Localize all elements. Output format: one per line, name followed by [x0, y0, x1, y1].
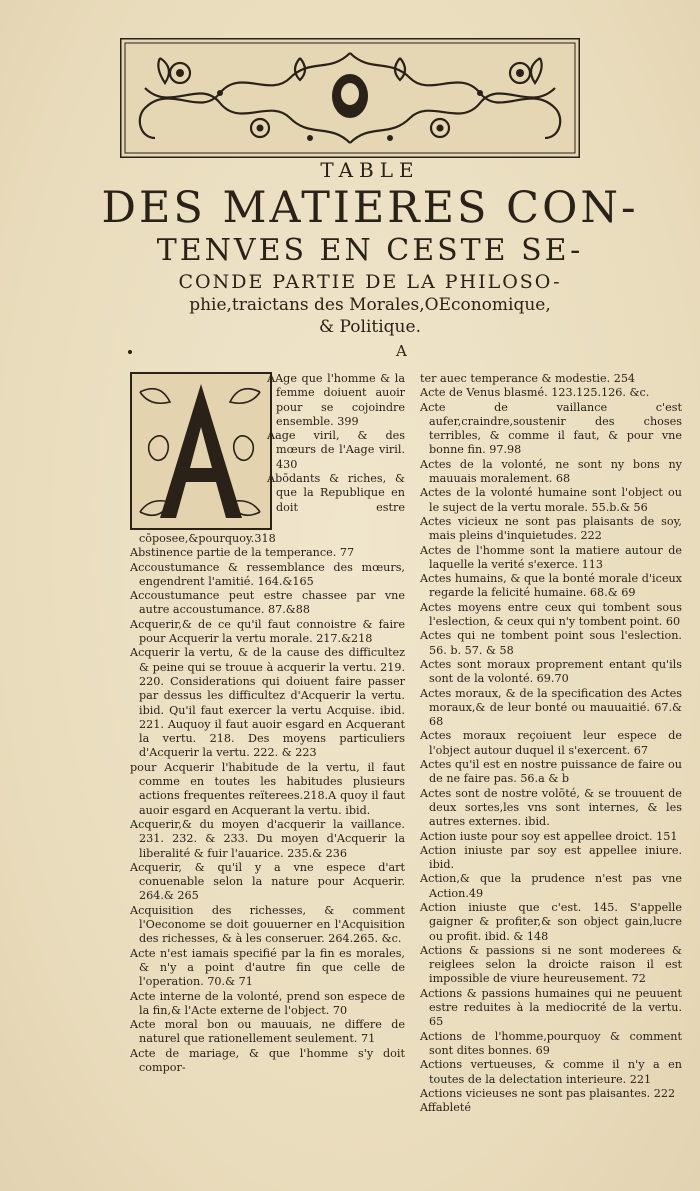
index-entry: Action iniuste que c'est. 145. S'appelle gaigner & profiter,& son object gain,lucre ou profit. ibid. & 148	[420, 900, 682, 943]
index-entry: Actes vicieux ne sont pas plaisants de soy, mais pleins d'inquietudes. 222	[420, 514, 682, 543]
index-entry: Acquisition des richesses, & comment l'Oeconome se doit gouuerner en l'Acquisition des richesses, & à les conseruer. 264.265. &c.	[130, 903, 405, 946]
index-entry: ter auec temperance & modestie. 254	[420, 372, 636, 385]
index-entry: Actions vertueuses, & comme il n'y a en toutes de la delectation interieure. 221	[420, 1058, 682, 1086]
index-entry: Acte de mariage, & que l'homme s'y doit compor-	[130, 1046, 405, 1074]
right-column	[420, 372, 682, 1115]
index-entry: Actes sont de nostre volōté, & se trouuent de deux sortes,les vns sont internes, & les autres externes. ibid.	[420, 786, 682, 829]
decorated-initial-a-icon	[130, 372, 272, 530]
index-entry: Abōdants & riches, & que la Republique en doit estre cōposee,&pourquoy.318	[139, 472, 405, 545]
index-entry: Affableté	[420, 1101, 471, 1115]
ornamental-headpiece	[120, 38, 580, 158]
index-entry: Actes qu'il est en nostre puissance de faire ou de ne faire pas. 56.a & b	[420, 758, 682, 786]
index-entry: Action iuste pour soy est appellee droict. 151	[420, 829, 678, 843]
index-entry: Acquerir,& de ce qu'il faut connoistre & faire pour Acquerir la vertu morale. 217.&218	[130, 617, 405, 646]
title-block	[100, 158, 640, 338]
title-line-5: phie,traictans des Morales,OEconomique,	[189, 295, 551, 315]
index-entry: Acte n'est iamais specifié par la fin es morales, & n'y a point d'autre fin que celle de l'operation. 70.& 71	[130, 946, 405, 989]
index-entry: Actes moraux reçoiuent leur espece de l'object autour duquel il s'exercent. 67	[420, 729, 682, 757]
index-entry: Abstinence partie de la temperance. 77	[130, 546, 355, 560]
index-entry: Actes moraux, & de la specification des Actes moraux,& de leur bonté ou mauuaitié. 67.& 68	[420, 686, 682, 729]
right-entries	[420, 372, 682, 1115]
index-entry: Actions vicieuses ne sont pas plaisantes. 222	[420, 1086, 676, 1100]
index-entry: Acte interne de la volonté, prend son espece de la fin,& l'Acte externe de l'object. 70	[130, 989, 405, 1017]
index-entry: Actes humains, & que la bonté morale d'iceux regarde la felicité humaine. 68.& 69	[420, 572, 682, 600]
index-entry: Acte moral bon ou mauuais, ne differe de naturel que rationellement seulement. 71	[130, 1018, 405, 1046]
index-entry: Actions & passions si ne sont moderees & reiglees selon la droicte raison il est impossible de viure heureusement. 72	[420, 943, 682, 986]
index-entry: pour Acquerir l'habitude de la vertu, il faut comme en toutes les habitudes plusieurs actions frequentes reïterees.218.A quoy il faut auoir esgard en Acquerant la vertu. ibid.	[130, 760, 405, 817]
index-entry: Actes de l'homme sont la matiere autour de laquelle la verité s'exerce. 113	[420, 543, 682, 571]
index-entry: Actes de la volonté, ne sont ny bons ny mauuais moralement. 68	[420, 457, 682, 486]
title-line-4: CONDE PARTIE DE LA PHILOSO-	[178, 271, 562, 293]
index-entry: Actes de la volonté humaine sont l'object ou le suject de la vertu morale. 55.b.& 56	[420, 486, 682, 514]
title-line-2: DES MATIERES CON-	[101, 183, 639, 233]
title-line-6: & Politique.	[319, 317, 421, 337]
section-letter: A	[396, 342, 407, 360]
index-entry: Accoustumance & ressemblance des mœurs, engendrent l'amitié. 164.&165	[130, 560, 405, 588]
index-entry: Accoustumance peut estre chassee par vne autre accoustumance. 87.&88	[130, 589, 405, 617]
index-entry: Acte de vaillance c'est aufer,craindre,soustenir des choses terribles, & comme il faut, & pour vne bonne fin. 97.98	[420, 400, 682, 457]
index-entry: AAge que l'homme & la femme doiuent auoir pour se cojoindre ensemble. 399	[267, 372, 405, 428]
index-entry: Aage viril, & des mœurs de l'Aage viril. 430	[267, 429, 405, 471]
left-column	[130, 372, 405, 1075]
index-entry: Acquerir, & qu'il y a vne espece d'art conuenable selon la nature pour Acquerir. 264.& 265	[130, 860, 405, 903]
index-entry: Actes qui ne tombent point sous l'eslection. 56. b. 57. & 58	[420, 629, 682, 657]
index-entry: Actes moyens entre ceux qui tombent sous l'eslection, & ceux qui n'y tombent point. 60	[420, 600, 682, 629]
bullet-mark	[128, 350, 132, 354]
index-entry: Acte de Venus blasmé. 123.125.126. &c.	[420, 386, 650, 400]
index-entry: Acquerir la vertu, & de la cause des difficultez & peine qui se trouue à acquerir la vertu. 219. 220. Considerations qui doiuent faire passer par dessus les difficultez d'Acquerir la vertu. ibid. Qu'il faut exercer la vertu Acquise. ibid. 221. Auquoy il faut auoir esgard en Acquerant la vertu. 218. Des moyens particuliers d'Acquerir la vertu. 222. & 223	[130, 646, 405, 760]
index-entry: Actes sont moraux proprement entant qu'ils sont de la volonté. 69.70	[420, 657, 682, 686]
index-entry: Action iniuste par soy est appellee iniure. ibid.	[420, 843, 682, 872]
index-entry: Acquerir,& du moyen d'acquerir la vaillance. 231. 232. & 233. Du moyen d'Acquerir la liberalité & fuir l'auarice. 235.& 236	[130, 817, 405, 860]
title-line-3: TENVES EN CESTE SE-	[156, 233, 584, 268]
index-entry: Actions de l'homme,pourquoy & comment sont dites bonnes. 69	[420, 1029, 682, 1057]
index-entry: Actions & passions humaines qui ne peuuent estre reduites à la mediocrité de la vertu. 65	[420, 986, 682, 1029]
index-entry: Action,& que la prudence n'est pas vne Action.49	[420, 872, 682, 900]
title-line-1: TABLE	[320, 158, 420, 182]
